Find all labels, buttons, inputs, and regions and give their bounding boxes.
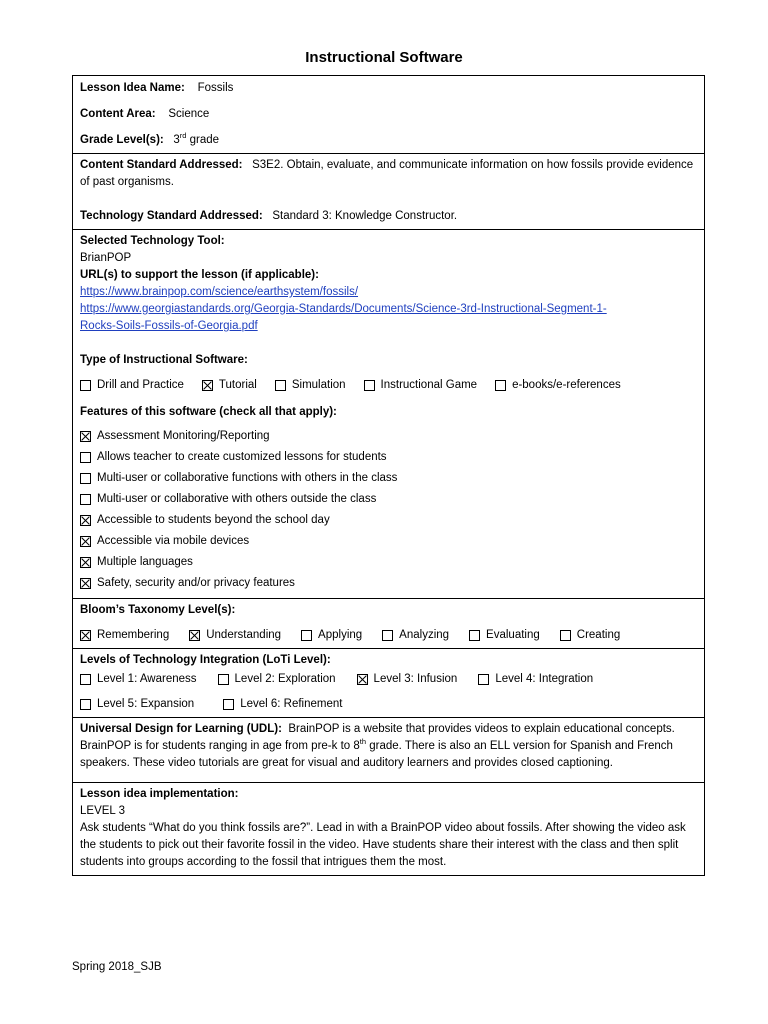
unchecked-box-icon[interactable] (495, 380, 506, 391)
implementation-text: Ask students “What do you think fossils are?”. Lead in with a BrainPOP video about fossils. After showing the video ask the students to pick out their favorite fossil in the video. Have students share their interest with the class and then split students into groups according to the fossil that intrigues them the most. (80, 822, 686, 868)
lesson-info-row (73, 76, 705, 154)
checked-box-icon[interactable] (80, 557, 91, 568)
unchecked-box-icon[interactable] (478, 674, 489, 685)
loti-row (73, 649, 705, 718)
checkbox-label: Remembering (97, 629, 170, 641)
unchecked-box-icon[interactable] (275, 380, 286, 391)
unchecked-box-icon[interactable] (80, 494, 91, 505)
checkbox-label: Instructional Game (380, 379, 478, 391)
loti-label: Levels of Technology Integration (LoTi Level): (80, 654, 331, 666)
checkbox-multi-user-or-collaborative-with-others-outside-the-class[interactable] (80, 489, 698, 510)
checked-box-icon[interactable] (189, 630, 200, 641)
checkbox-label: e-books/e-references (512, 379, 621, 391)
lesson-form-table (72, 75, 705, 876)
checkbox-level-4-integration[interactable] (478, 671, 593, 688)
checkbox-assessment-monitoring-reporting[interactable] (80, 426, 698, 447)
unchecked-box-icon[interactable] (223, 699, 234, 710)
georgia-standards-link-line2: Rocks-Soils-Fossils-of-Georgia.pdf (80, 320, 258, 332)
checkbox-accessible-to-students-beyond-the-school-day[interactable] (80, 510, 698, 531)
checkbox-label: Level 2: Exploration (234, 673, 336, 685)
udl-row (73, 718, 705, 783)
features-list (80, 426, 698, 594)
udl-text-part-2: grade. There is also an ELL version for Spanish and French speakers. These video tutorials are great for visual and auditory learners and provides closed captioning. (80, 740, 673, 769)
checkbox-multi-user-or-collaborative-functions-with-others-in-the-class[interactable] (80, 468, 698, 489)
checkbox-label: Creating (576, 629, 621, 641)
checkbox-level-6-refinement[interactable] (223, 696, 342, 713)
checkbox-label: Level 6: Refinement (240, 698, 343, 710)
tech-standard-label: Technology Standard Addressed: (80, 210, 263, 222)
lesson-name-label: Lesson Idea Name: (80, 82, 185, 94)
checkbox-understanding[interactable] (189, 627, 281, 644)
urls-label: URL(s) to support the lesson (if applicable): (80, 269, 319, 281)
loti-options-row-2 (80, 696, 698, 713)
standards-row (73, 154, 705, 230)
checkbox-safety-security-and-or-privacy-features[interactable] (80, 573, 698, 594)
unchecked-box-icon[interactable] (364, 380, 375, 391)
checked-box-icon[interactable] (357, 674, 368, 685)
udl-label: Universal Design for Learning (UDL): (80, 723, 282, 735)
unchecked-box-icon[interactable] (301, 630, 312, 641)
unchecked-box-icon[interactable] (382, 630, 393, 641)
grade-level-number: 3 (173, 134, 180, 146)
checked-box-icon[interactable] (80, 515, 91, 526)
tech-tool-value: BrianPOP (80, 252, 132, 264)
checked-box-icon[interactable] (80, 630, 91, 641)
features-label: Features of this software (check all that apply): (80, 406, 337, 418)
content-standard-value: S3E2. Obtain, evaluate, and communicate information on how fossils provide evidence of past organisms. (80, 159, 694, 188)
checkbox-label: Multi-user or collaborative with others outside the class (97, 493, 377, 505)
grade-level-suffix: grade (189, 134, 220, 146)
checkbox-label: Evaluating (486, 629, 540, 641)
checkbox-label: Applying (318, 629, 363, 641)
checkbox-label: Level 3: Infusion (373, 673, 458, 685)
unchecked-box-icon[interactable] (80, 674, 91, 685)
checkbox-label: Tutorial (218, 379, 257, 391)
software-type-options (80, 377, 698, 394)
unchecked-box-icon[interactable] (80, 473, 91, 484)
udl-ordinal: th (359, 737, 367, 747)
checkbox-label: Drill and Practice (97, 379, 184, 391)
checked-box-icon[interactable] (202, 380, 213, 391)
checkbox-applying[interactable] (301, 627, 362, 644)
udl-text-part-1: BrainPOP is a website that provides videos to explain educational concepts. BrainPOP is for students ranging in age from pre-k to 8 (80, 723, 675, 752)
unchecked-box-icon[interactable] (218, 674, 229, 685)
unchecked-box-icon[interactable] (80, 452, 91, 463)
blooms-row (73, 599, 705, 649)
checkbox-allows-teacher-to-create-customized-lessons-for-students[interactable] (80, 447, 698, 468)
checkbox-e-books-e-references[interactable] (495, 377, 621, 394)
checkbox-level-3-infusion[interactable] (357, 671, 458, 688)
checkbox-instructional-game[interactable] (364, 377, 478, 394)
checkbox-tutorial[interactable] (202, 377, 257, 394)
checkbox-label: Assessment Monitoring/Reporting (97, 430, 270, 442)
checkbox-label: Level 1: Awareness (97, 673, 197, 685)
tech-tool-label: Selected Technology Tool: (80, 235, 225, 247)
implementation-label: Lesson idea implementation: (80, 788, 239, 800)
checkbox-level-2-exploration[interactable] (218, 671, 336, 688)
checkbox-label: Multi-user or collaborative functions with others in the class (97, 472, 398, 484)
checkbox-label: Safety, security and/or privacy features (97, 577, 295, 589)
checkbox-evaluating[interactable] (469, 627, 540, 644)
software-type-label: Type of Instructional Software: (80, 354, 248, 366)
grade-level-label: Grade Level(s): (80, 134, 164, 146)
checkbox-label: Level 4: Integration (495, 673, 594, 685)
checkbox-label: Understanding (206, 629, 282, 641)
content-area-value: Science (168, 108, 210, 120)
checked-box-icon[interactable] (80, 536, 91, 547)
content-standard-label: Content Standard Addressed: (80, 159, 243, 171)
unchecked-box-icon[interactable] (469, 630, 480, 641)
checkbox-label: Simulation (291, 379, 346, 391)
checkbox-creating[interactable] (560, 627, 620, 644)
unchecked-box-icon[interactable] (80, 380, 91, 391)
checked-box-icon[interactable] (80, 578, 91, 589)
checkbox-label: Level 5: Expansion (97, 698, 195, 710)
lesson-name-value: Fossils (197, 82, 234, 94)
footer-text: Spring 2018_SJB (72, 961, 162, 973)
georgia-standards-link[interactable] (80, 301, 698, 335)
georgia-standards-link-line1: https://www.georgiastandards.org/Georgia-Standards/Documents/Science-3rd-Instructional-Segment-1- (80, 303, 607, 315)
unchecked-box-icon[interactable] (80, 699, 91, 710)
technology-tool-row (73, 230, 705, 599)
checkbox-label: Multiple languages (97, 556, 193, 568)
checkbox-label: Analyzing (399, 629, 450, 641)
unchecked-box-icon[interactable] (560, 630, 571, 641)
checkbox-simulation[interactable] (275, 377, 346, 394)
checked-box-icon[interactable] (80, 431, 91, 442)
content-area-label: Content Area: (80, 108, 156, 120)
grade-level-ordinal: rd (179, 131, 187, 141)
page-title: Instructional Software (305, 49, 463, 66)
tech-standard-value: Standard 3: Knowledge Constructor. (272, 210, 458, 222)
implementation-level: LEVEL 3 (80, 805, 125, 817)
loti-options-row-1 (80, 671, 698, 688)
checkbox-remembering[interactable] (80, 627, 169, 644)
checkbox-analyzing[interactable] (382, 627, 449, 644)
blooms-options (80, 627, 698, 644)
implementation-row (73, 783, 705, 876)
brainpop-fossils-link[interactable]: https://www.brainpop.com/science/earthsystem/fossils/ (80, 286, 359, 298)
checkbox-label: Accessible via mobile devices (97, 535, 250, 547)
checkbox-drill-and-practice[interactable] (80, 377, 184, 394)
checkbox-level-1-awareness[interactable] (80, 671, 197, 688)
checkbox-multiple-languages[interactable] (80, 552, 698, 573)
checkbox-accessible-via-mobile-devices[interactable] (80, 531, 698, 552)
blooms-label: Bloom’s Taxonomy Level(s): (80, 604, 236, 616)
checkbox-level-5-expansion[interactable] (80, 696, 194, 713)
checkbox-label: Allows teacher to create customized lessons for students (97, 451, 387, 463)
checkbox-label: Accessible to students beyond the school day (97, 514, 330, 526)
